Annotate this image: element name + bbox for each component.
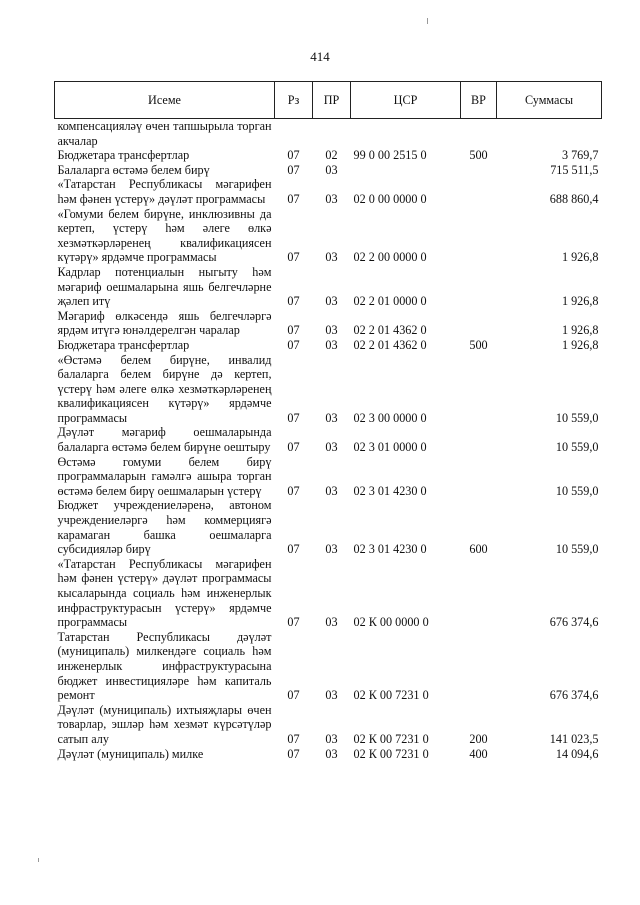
cell-name: Өстәмә гомуми белем бирү программаларын гамәлгә ашыра торган өстәмә белем бирү оешмаларын үстерү	[57, 454, 272, 498]
cell-name: Балаларга өстәмә белем бирү	[57, 162, 210, 177]
header-csr: ЦСР	[351, 82, 461, 119]
cell-csr: 02 2 01 0000 0	[353, 294, 427, 309]
cell-sum: 715 511,5	[550, 162, 599, 177]
cell-sum: 10 559,0	[555, 440, 599, 455]
cell-vr	[461, 119, 497, 149]
cell-csr: 02 3 00 0000 0	[353, 410, 427, 425]
cell-vr: 600	[469, 542, 488, 557]
cell-vr	[461, 177, 497, 206]
cell-csr: 02 2 01 4362 0	[353, 337, 427, 352]
cell-vr	[461, 309, 497, 338]
table-row	[55, 119, 602, 149]
table-row	[55, 177, 602, 206]
cell-name: Татарстан Республикасы дәүләт (муниципаль) милкендәге социаль һәм инженерлык инфраструктурасына бюджет инвестицияләре һәм капиталь ремонт	[57, 629, 272, 703]
cell-sum: 1 926,8	[561, 323, 599, 338]
cell-vr: 500	[469, 337, 488, 352]
cell-sum: 676 374,6	[549, 615, 599, 630]
cell-name: «Гомуми белем бирүне, инклюзивны да кертеп, үстерү һәм әлеге өлкә хезмәткәрләренең квалификациясен күтәрү» ярдәмче программасы	[57, 206, 272, 265]
cell-rz: 07	[287, 483, 300, 498]
cell-name: компенсацияләү өчен тапшырыла торган акчалар	[57, 119, 272, 148]
cell-csr: 02 3 01 4230 0	[353, 542, 427, 557]
table-row	[55, 630, 602, 703]
cell-sum: 1 926,8	[561, 294, 599, 309]
cell-pr: 03	[325, 250, 338, 265]
table-row	[55, 265, 602, 309]
table-row	[55, 309, 602, 338]
cell-csr: 02 3 01 0000 0	[353, 440, 427, 455]
cell-rz: 07	[287, 323, 300, 338]
cell-csr	[351, 119, 461, 149]
cell-name: Дәүләт мәгариф оешмаларында балаларга өстәмә белем бирүне оештыру	[57, 425, 272, 455]
table-row	[55, 207, 602, 265]
cell-vr	[461, 163, 497, 178]
table-row	[55, 425, 602, 454]
cell-pr: 02	[325, 148, 338, 163]
cell-pr: 03	[325, 688, 338, 703]
cell-vr	[461, 425, 497, 454]
cell-rz: 07	[287, 337, 300, 352]
header-sum: Суммасы	[497, 82, 602, 119]
cell-vr	[461, 353, 497, 426]
cell-pr	[313, 119, 351, 149]
header-rz: Рз	[275, 82, 313, 119]
cell-csr: 02 К 00 7231 0	[353, 746, 429, 761]
cell-sum: 1 926,8	[561, 337, 599, 352]
cell-name: Бюджет учреждениеләренә, автоном учреждениеләргә һәм коммерциягә карамаган башка оешмаларга субсидияләр бирү	[57, 498, 272, 557]
cell-csr: 02 0 00 0000 0	[353, 191, 427, 206]
cell-rz: 07	[287, 615, 300, 630]
cell-sum	[497, 119, 602, 149]
header-vr: ВР	[461, 82, 497, 119]
cell-name: «Татарстан Республикасы мәгарифен һәм фәнен үстерү» дәүләт программасы кысаларында социаль һәм инженерлык инфраструктурасын үстерү» ярдәмче программасы	[57, 556, 272, 630]
cell-sum: 10 559,0	[555, 542, 599, 557]
cell-vr: 500	[469, 148, 488, 163]
table-row	[55, 557, 602, 630]
cell-sum: 1 926,8	[561, 250, 599, 265]
cell-name: «Өстәмә белем бирүне, инвалид балаларга белем бирүне дә кертеп, үстерү һәм әлеге өлкә хезмәткәрләренең квалификациясен күтәрү» ярдәмче программасы	[57, 352, 272, 425]
cell-name: Мәгариф өлкәсендә яшь белгечләргә ярдәм итүгә юнәлдерелгән чаралар	[57, 308, 272, 338]
cell-pr: 03	[325, 410, 338, 425]
cell-rz: 07	[287, 294, 300, 309]
scan-mark	[38, 858, 39, 862]
cell-csr: 02 2 01 4362 0	[353, 323, 427, 338]
cell-csr	[351, 163, 461, 178]
cell-pr: 03	[325, 483, 338, 498]
cell-vr	[461, 455, 497, 499]
table-row	[55, 747, 602, 762]
cell-vr: 200	[469, 731, 488, 746]
cell-name: Дәүләт (муниципаль) ихтыяҗлары өчен товарлар, эшләр һәм хезмәт күрсәтүләр сатып алу	[57, 702, 272, 746]
cell-csr: 02 К 00 0000 0	[353, 615, 429, 630]
cell-csr: 99 0 00 2515 0	[353, 148, 427, 163]
cell-vr	[461, 557, 497, 630]
cell-pr: 03	[325, 191, 338, 206]
cell-rz	[275, 119, 313, 149]
cell-pr: 03	[325, 731, 338, 746]
cell-rz: 07	[287, 162, 300, 177]
scan-mark	[427, 18, 428, 24]
cell-vr	[461, 207, 497, 265]
cell-csr: 02 2 00 0000 0	[353, 250, 427, 265]
cell-vr	[461, 265, 497, 309]
cell-rz: 07	[287, 148, 300, 163]
cell-pr: 03	[325, 162, 338, 177]
cell-name: Бюджетара трансфертлар	[57, 337, 190, 352]
table-header-row	[55, 82, 602, 119]
table-row	[55, 338, 602, 353]
cell-pr: 03	[325, 615, 338, 630]
header-name: Исеме	[55, 82, 275, 119]
budget-table	[54, 81, 602, 761]
table-row	[55, 455, 602, 499]
cell-sum: 141 023,5	[549, 731, 599, 746]
cell-csr: 02 К 00 7231 0	[353, 688, 429, 703]
cell-rz: 07	[287, 746, 300, 761]
cell-vr: 400	[469, 746, 488, 761]
cell-rz: 07	[287, 191, 300, 206]
cell-csr: 02 3 01 4230 0	[353, 483, 427, 498]
cell-rz: 07	[287, 250, 300, 265]
cell-sum: 14 094,6	[555, 746, 599, 761]
cell-name: Кадрлар потенциалын ныгыту һәм мәгариф оешмаларына яшь белгечләрне җәлеп итү	[57, 264, 272, 309]
cell-sum: 676 374,6	[549, 688, 599, 703]
cell-name: Дәүләт (муниципаль) милке	[57, 746, 204, 761]
page-number: 414	[310, 49, 330, 64]
table-row	[55, 148, 602, 163]
cell-pr: 03	[325, 294, 338, 309]
table-row	[55, 163, 602, 178]
cell-rz: 07	[287, 688, 300, 703]
cell-sum: 688 860,4	[549, 191, 599, 206]
cell-rz: 07	[287, 410, 300, 425]
cell-name: «Татарстан Республикасы мәгарифен һәм фәнен үстерү» дәүләт программасы	[57, 177, 272, 206]
cell-sum: 10 559,0	[555, 410, 599, 425]
cell-pr: 03	[325, 542, 338, 557]
cell-sum: 3 769,7	[561, 148, 599, 163]
cell-pr: 03	[325, 323, 338, 338]
table-row	[55, 353, 602, 426]
cell-sum: 10 559,0	[555, 483, 599, 498]
cell-csr: 02 К 00 7231 0	[353, 731, 429, 746]
cell-rz: 07	[287, 731, 300, 746]
header-pr: ПР	[313, 82, 351, 119]
cell-vr	[461, 630, 497, 703]
cell-pr: 03	[325, 337, 338, 352]
cell-pr: 03	[325, 746, 338, 761]
cell-name: Бюджетара трансфертлар	[57, 148, 190, 163]
cell-rz: 07	[287, 440, 300, 455]
cell-rz: 07	[287, 542, 300, 557]
table-row	[55, 498, 602, 556]
cell-pr: 03	[325, 440, 338, 455]
table-row	[55, 703, 602, 747]
